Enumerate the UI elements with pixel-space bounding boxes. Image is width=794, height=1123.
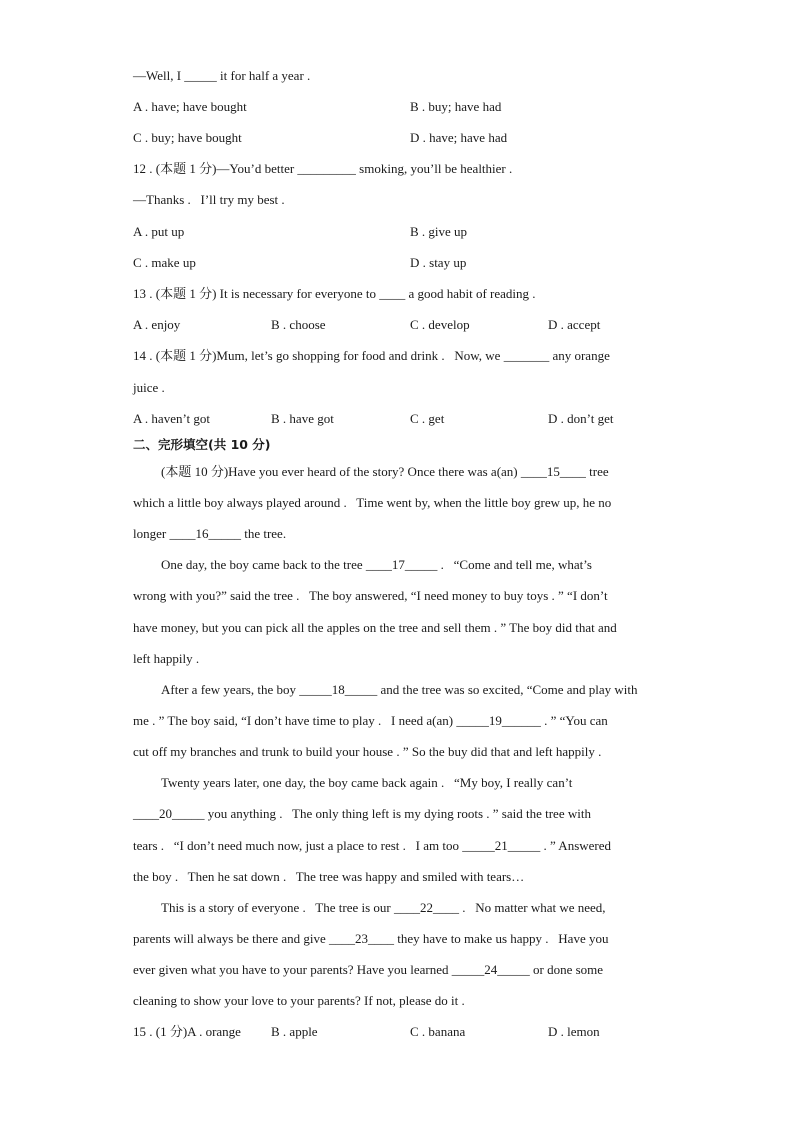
q11-option-b: B . buy; have had (410, 99, 502, 114)
q12-option-d: D . stay up (410, 255, 467, 270)
q11-line: —Well, I _____ it for half a year . (133, 68, 311, 83)
q15-option-b: B . apple (271, 1024, 318, 1039)
q13-stem: 13 . (本题 1 分) It is necessary for everyone to ____ a good habit of reading . (133, 286, 536, 301)
q14-stem-continued: juice . (133, 380, 165, 395)
passage-line: ____20_____ you anything . The only thing left is my dying roots . ” said the tree with (133, 806, 591, 821)
q13-option-b: B . choose (271, 317, 326, 332)
passage-line: Twenty years later, one day, the boy came back again . “My boy, I really can’t (161, 775, 573, 790)
q14-option-d: D . don’t get (548, 411, 614, 426)
q14-option-a: A . haven’t got (133, 411, 211, 426)
q13-option-c: C . develop (410, 317, 470, 332)
q12-option-c: C . make up (133, 255, 196, 270)
blank-22: ____22____ (393, 900, 459, 915)
passage-line: me . ” The boy said, “I don’t have time to play . I need a(an) _____19______ . ” “You can (133, 713, 608, 728)
q14-option-c: C . get (410, 411, 445, 426)
q14-option-b: B . have got (271, 411, 334, 426)
blank-16: ____16_____ (169, 526, 241, 541)
q15-option-d: D . lemon (548, 1024, 600, 1039)
passage-line: cut off my branches and trunk to build your house . ” So the buy did that and left happily . (133, 744, 602, 759)
q15-option-c: C . banana (410, 1024, 466, 1039)
blank-18: _____18_____ (299, 682, 378, 697)
q11-option-c: C . buy; have bought (133, 130, 242, 145)
blank-23: ____23____ (329, 931, 395, 946)
q12-option-a: A . put up (133, 224, 185, 239)
passage-line: After a few years, the boy _____18_____ and the tree was so excited, “Come and play with (161, 682, 638, 697)
blank-24: _____24_____ (451, 962, 530, 977)
passage-line: cleaning to show your love to your parents? If not, please do it . (133, 993, 465, 1008)
q13-option-d: D . accept (548, 317, 601, 332)
passage-line: One day, the boy came back to the tree ____17_____ . “Come and tell me, what’s (161, 557, 592, 572)
blank-17: ____17_____ (365, 557, 438, 572)
q12-option-b: B . give up (410, 224, 468, 239)
passage-line: longer ____16_____ the tree. (133, 526, 287, 541)
blank-20: ____20_____ (133, 806, 205, 821)
q11-option-a: A . have; have bought (133, 99, 247, 114)
passage-line: (本题 10 分)Have you ever heard of the story? Once there was a(an) ____15____ tree (161, 464, 609, 479)
passage-line: ever given what you have to your parents? Have you learned _____24_____ or done some (133, 962, 604, 977)
passage-line: which a little boy always played around . Time went by, when the little boy grew up, he no (133, 495, 612, 510)
passage-line: parents will always be there and give ____23____ they have to make us happy . Have you (133, 931, 609, 946)
passage-line: the boy . Then he sat down . The tree was happy and smiled with tears… (133, 869, 525, 884)
passage-line: tears . “I don’t need much now, just a place to rest . I am too _____21_____ . ” Answered (133, 838, 612, 853)
blank-21: _____21_____ (462, 838, 541, 853)
q12-reply: —Thanks . I’ll try my best . (133, 192, 285, 207)
q14-stem: 14 . (本题 1 分)Mum, let’s go shopping for food and drink . Now, we _______ any orange (133, 348, 610, 363)
blank-19: _____19______ (456, 713, 541, 728)
passage-line: have money, but you can pick all the apples on the tree and sell them . ” The boy did that and (133, 620, 617, 635)
q13-option-a: A . enjoy (133, 317, 181, 332)
q12-stem: 12 . (本题 1 分)—You’d better _________ smoking, you’ll be healthier . (133, 161, 513, 176)
q15-option-a: 15 . (1 分)A . orange (133, 1024, 241, 1039)
passage-line: This is a story of everyone . The tree is our ____22____ . No matter what we need, (161, 900, 606, 915)
blank-15: ____15____ (520, 464, 586, 479)
passage-line: wrong with you?” said the tree . The boy answered, “I need money to buy toys . ” “I don’t (133, 588, 608, 603)
section-heading: 二、完形填空(共 10 分) (133, 437, 271, 452)
passage-line: left happily . (133, 651, 200, 666)
q11-option-d: D . have; have had (410, 130, 508, 145)
